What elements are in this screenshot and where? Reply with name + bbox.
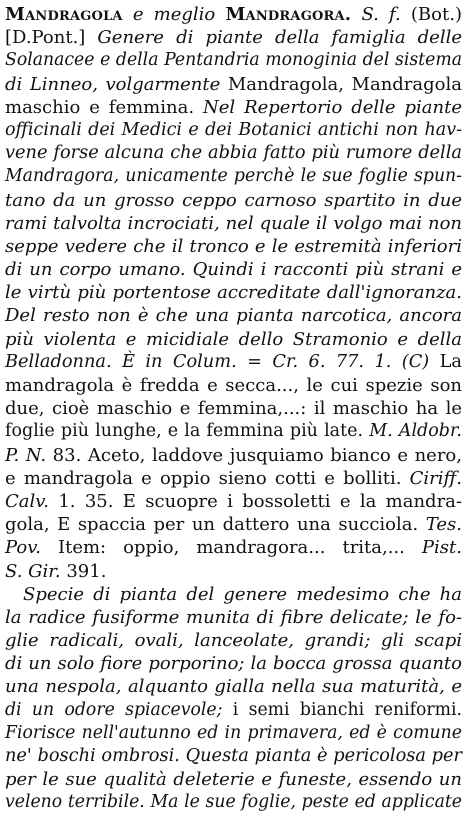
text-line: rami talvolta incrociati, nel quale il volgo mai non [5, 212, 462, 234]
text-line: Belladonna. È in Colum. = Cr. 6. 77. 1. (C) La [5, 351, 462, 372]
entry-header-line [5, 3, 462, 26]
text-line: mandragola è fredda e secca..., le cui spezie son [5, 375, 462, 396]
text-line: e mandragola e oppio sieno cotti e bolliti. Ciriff. [5, 467, 462, 489]
headword-alternate: Mandragora. [225, 4, 352, 25]
text-line: ne' boschi ombrosi. Questa pianta è pericolosa per [5, 746, 462, 766]
text-line: tano da un grosso ceppo carnoso spartito in due [5, 189, 462, 211]
text-line: veleno terribile. Ma le sue foglie, peste ed applicate [5, 792, 462, 813]
headword: Mandragola [5, 4, 123, 25]
domain-label: (Bot.) [410, 4, 462, 25]
text-line: seppe vedere che il tronco e le estremità inferiori [5, 235, 462, 257]
text-line: [D.Pont.] Genere di piante della famiglia delle [5, 27, 462, 49]
text-line: vene forse alcuna che abbia fatto più rumore della [5, 143, 462, 164]
text-line: P. N. 83. Aceto, laddove jusquiamo bianco e nero, [5, 444, 462, 466]
text-line: di un odore spiacevole; i semi bianchi reniformi. [5, 699, 462, 720]
text-line: S. Gir. 391. [5, 560, 107, 582]
text-line: officinali dei Medici e dei Botanici antichi non hav- [5, 119, 462, 140]
text-line: foglie più lunghe, e la femmina più late. M. Aldobr. [5, 421, 462, 442]
text-line: due, cioè maschio e femmina,...: il maschio ha le [5, 398, 462, 420]
text-line: la radice fusiforme munita di fibre delicate; le fo- [5, 606, 462, 628]
text-line: Pov. Item: oppio, mandragora... trita,... Pist. [5, 537, 462, 559]
text-line: Calv. 1. 35. E scuopre i bossoletti e la mandra- [5, 490, 462, 512]
text-line: di un corpo umano. Quindi i racconti più strani e [5, 259, 462, 281]
text-line: gola, E spaccia per un dattero una succiola. Tes. [5, 514, 462, 536]
text-line: Specie di pianta del genere medesimo che ha [23, 583, 462, 605]
grammar-label: S. f. [361, 4, 401, 25]
headword-connector: e meglio [132, 4, 216, 25]
text-line: una nespola, alquanto gialla nella sua maturità, e [5, 676, 462, 698]
text-line: di Linneo, volgarmente Mandragola, Mandragola [5, 73, 462, 95]
text-line: più violenta e micidiale dello Stramonio e della [5, 328, 462, 350]
text-line: per le sue qualità deleterie e funeste, essendo un [5, 769, 462, 791]
text-line: Mandragora, unicamente perchè le sue foglie spun- [5, 166, 462, 187]
text-line: Solanacee e della Pentandria monoginia del sistema [5, 50, 462, 71]
text-line: le virtù più portentose accreditate dall'ignoranza. [5, 282, 462, 304]
text-line: glie radicali, ovali, lanceolate, grandi; gli scapi [5, 630, 462, 652]
text-line: Fiorisce nell'autunno ed in primavera, ed è comune [5, 722, 462, 743]
text-line: maschio e femmina. Nel Repertorio delle piante [5, 96, 462, 118]
text-line: Del resto non è che una pianta narcotica, ancora [5, 305, 462, 327]
text-line: di un solo fiore porporino; la bocca grossa quanto [5, 653, 462, 675]
